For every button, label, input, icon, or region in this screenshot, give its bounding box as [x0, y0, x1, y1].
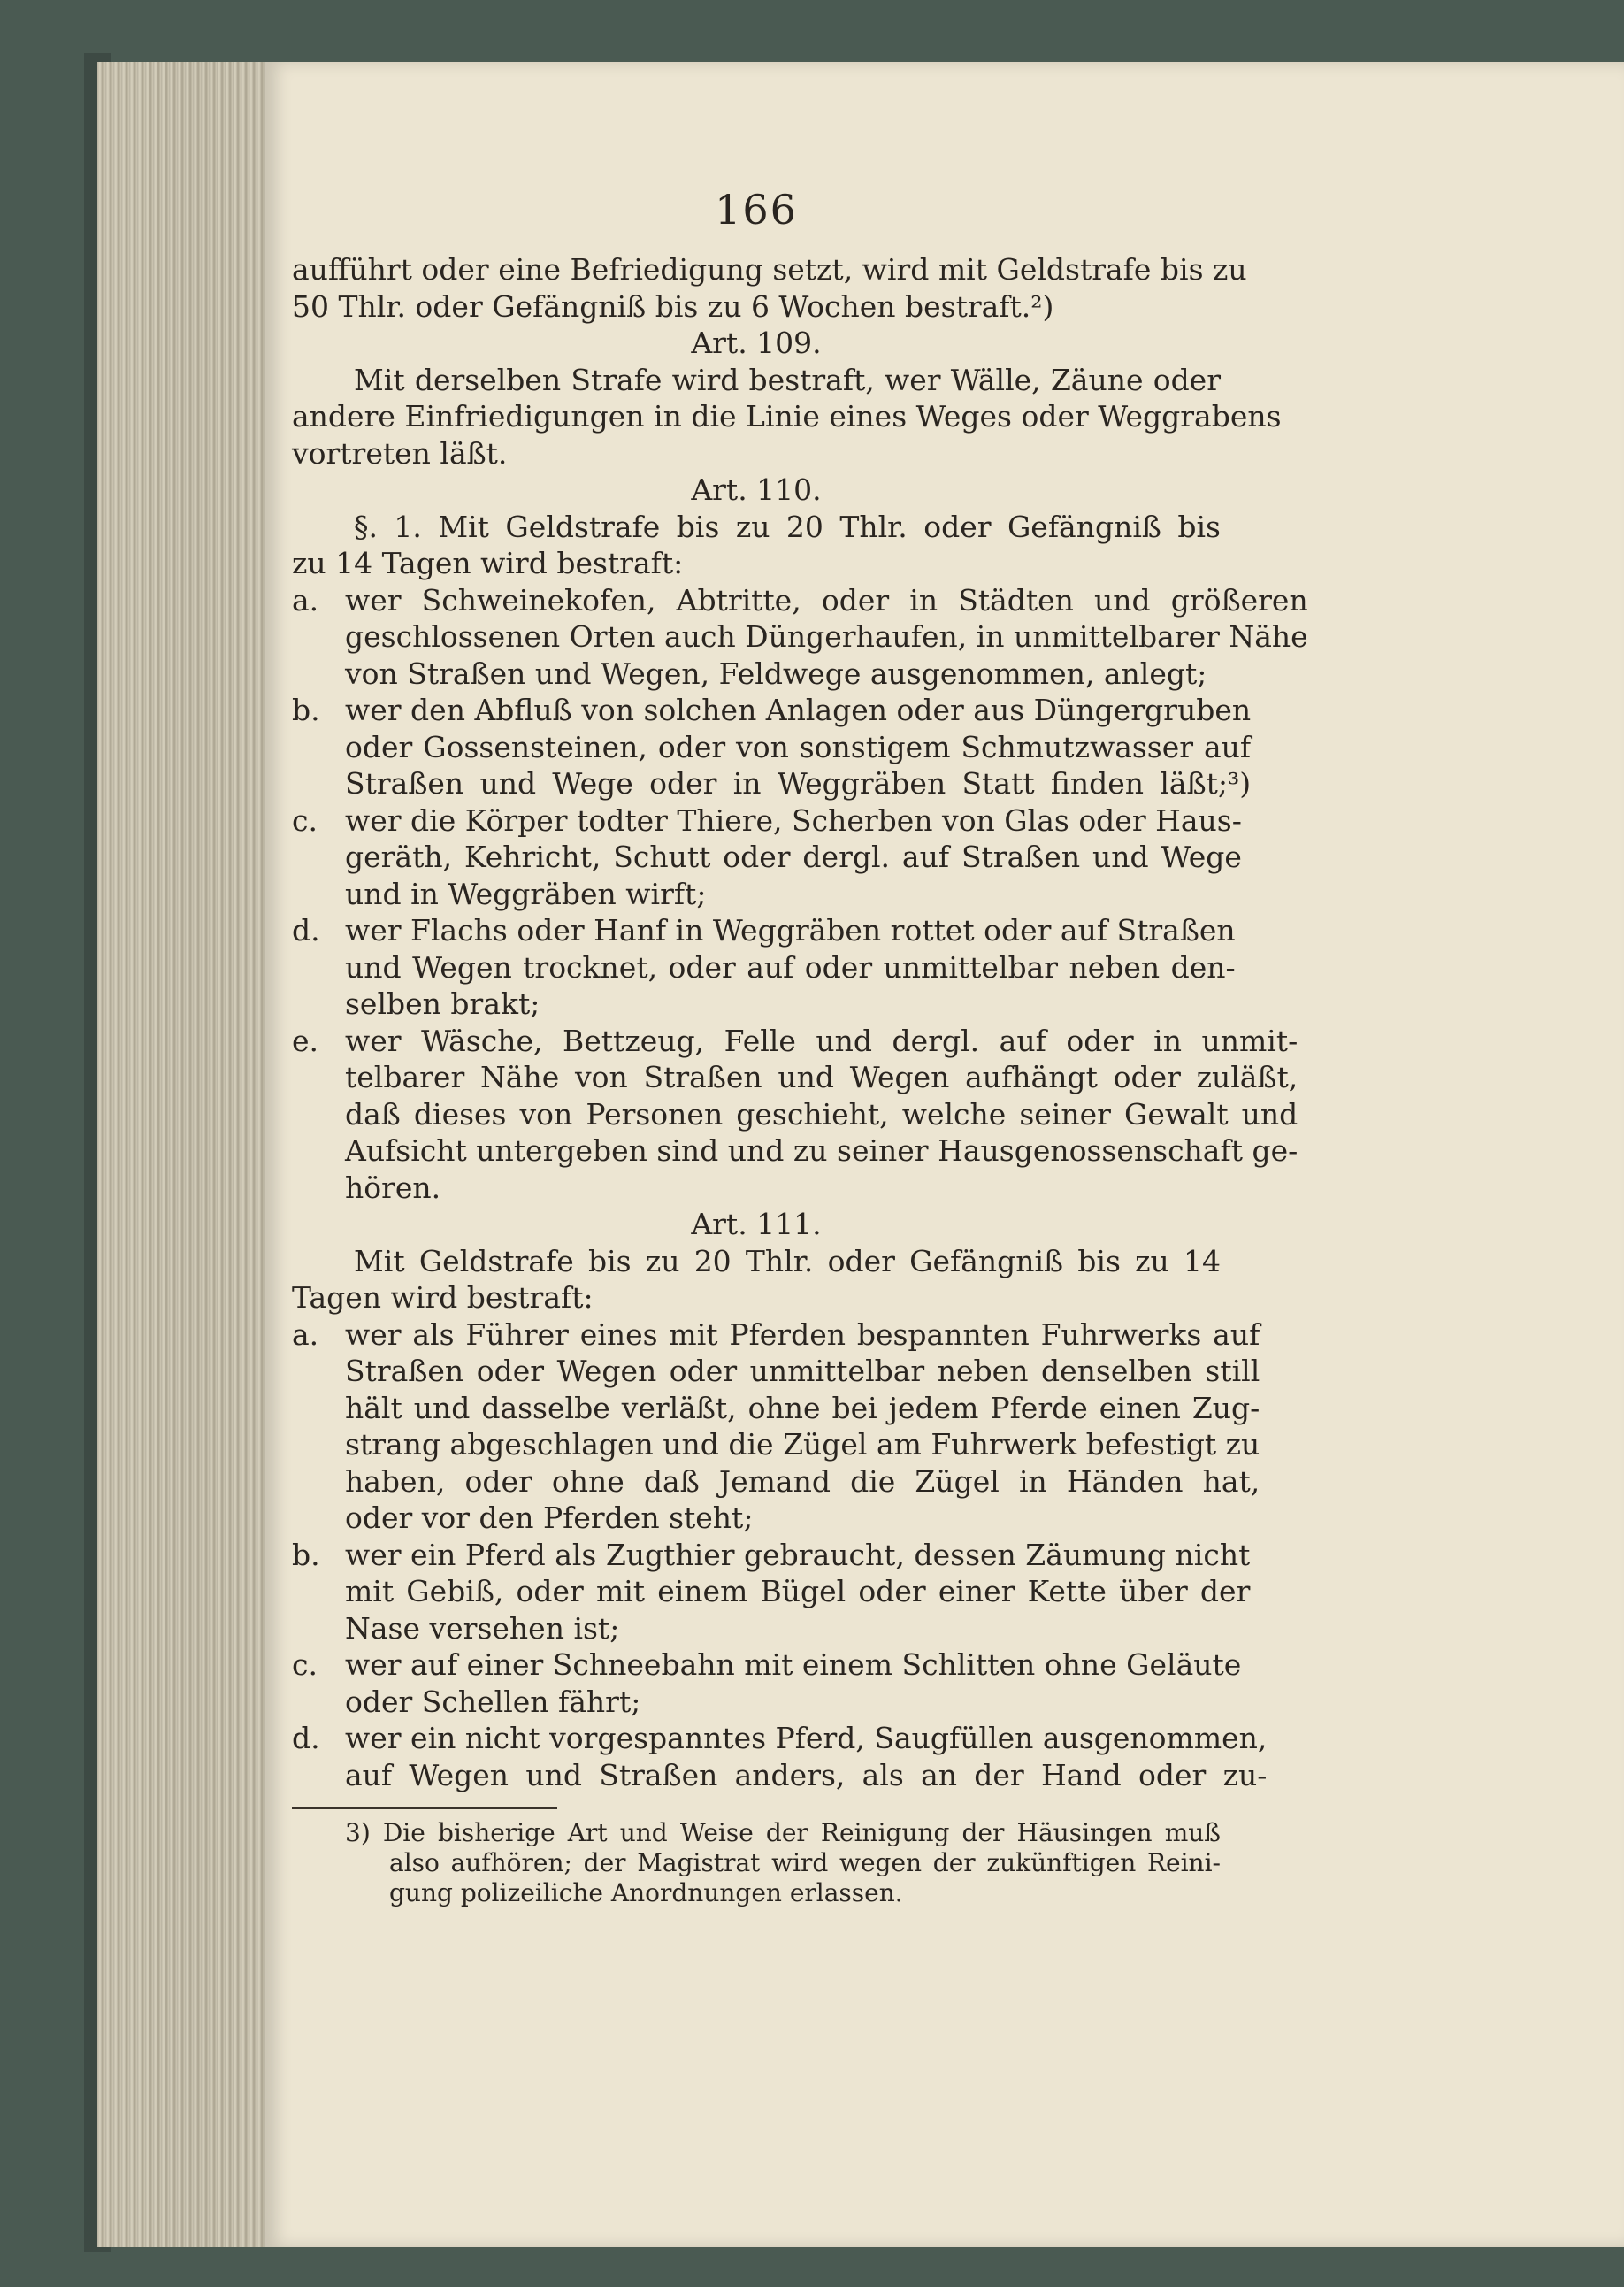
list-item	[292, 1720, 1268, 1793]
item-mark: b.	[292, 693, 320, 727]
article-heading-111: Art. 111.	[691, 1207, 822, 1241]
text-line: wer ein nicht vorgespanntes Pferd, Saugfüllen ausgenommen,	[345, 1721, 1268, 1755]
text-line: Straßen und Wege oder in Weggräben Statt finden läßt;³)	[345, 766, 1252, 801]
text-line: andere Einfriedigungen in die Linie eines Weges oder Weggrabens	[292, 399, 1282, 434]
text-line: wer Wäsche, Bettzeug, Felle und dergl. auf oder in unmit-	[345, 1023, 1298, 1058]
text-line: und in Weggräben wirft;	[345, 876, 707, 911]
item-mark: e.	[292, 1023, 319, 1058]
text-line: haben, oder ohne daß Jemand die Zügel in Händen hat,	[345, 1463, 1260, 1499]
text-line: oder Gossensteinen, oder von sonstigem Schmutzwasser auf	[345, 729, 1252, 764]
item-mark: c.	[292, 1647, 318, 1682]
item-mark: a.	[292, 582, 319, 618]
item-mark: d.	[292, 913, 320, 948]
text-line: von Straßen und Wegen, Feldwege ausgenommen, anlegt;	[345, 656, 1207, 691]
text-line: oder vor den Pferden steht;	[345, 1500, 754, 1535]
item-mark: d.	[292, 1721, 320, 1755]
text-line: oder Schellen fährt;	[345, 1684, 641, 1719]
footnote-divider	[292, 1807, 557, 1809]
book-page-edges	[97, 62, 274, 2247]
text-line: mit Gebiß, oder mit einem Bügel oder einer Kette über der	[345, 1574, 1251, 1608]
text-line: Straßen oder Wegen oder unmittelbar neben denselben still	[345, 1354, 1260, 1388]
list-item	[292, 912, 1236, 1023]
text-line: wer die Körper todter Thiere, Scherben von Glas oder Haus-	[345, 802, 1242, 838]
text-line: geräth, Kehricht, Schutt oder dergl. auf Straßen und Wege	[345, 840, 1242, 874]
text-line: Tagen wird bestraft:	[292, 1280, 594, 1315]
list-item	[292, 1537, 1251, 1647]
text-line: aufführt oder eine Befriedigung setzt, wird mit Geldstrafe bis zu	[292, 252, 1247, 287]
text-line: vortreten läßt.	[292, 435, 508, 471]
text-line: selben brakt;	[345, 986, 540, 1021]
footnote-line: gung polizeiliche Anordnungen erlassen.	[389, 1878, 903, 1907]
text-line: wer Schweinekofen, Abtritte, oder in Städten und größeren	[345, 582, 1308, 618]
list-item	[292, 692, 1252, 802]
text-line: strang abgeschlagen und die Zügel am Fuhrwerk befestigt zu	[345, 1427, 1260, 1462]
text-line: wer den Abfluß von solchen Anlagen oder aus Düngergruben	[345, 693, 1252, 727]
item-mark: c.	[292, 802, 318, 838]
text-line: Nase versehen ist;	[345, 1610, 620, 1646]
text-line: wer ein Pferd als Zugthier gebraucht, dessen Zäumung nicht	[345, 1537, 1251, 1572]
list-item	[292, 1316, 1260, 1537]
text-line: wer als Führer eines mit Pferden bespannten Fuhrwerks auf	[345, 1316, 1260, 1352]
text-line: Mit derselben Strafe wird bestraft, wer Wälle, Zäune oder	[354, 362, 1221, 397]
text-line: und Wegen trocknet, oder auf oder unmittelbar neben den-	[345, 949, 1236, 985]
text-line: wer Flachs oder Hanf in Weggräben rottet oder auf Straßen	[345, 913, 1236, 948]
text-line: telbarer Nähe von Straßen und Wegen aufhängt oder zuläßt,	[345, 1060, 1298, 1094]
text-line: auf Wegen und Straßen anders, als an der Hand oder zu-	[345, 1757, 1268, 1792]
footnote-line: also aufhören; der Magistrat wird wegen der zukünftigen Reini-	[389, 1848, 1221, 1877]
text-line: 50 Thlr. oder Gefängniß bis zu 6 Wochen bestraft.²)	[292, 288, 1054, 324]
footnote-line: 3) Die bisherige Art und Weise der Reinigung der Häusingen muß	[345, 1818, 1221, 1847]
item-mark: b.	[292, 1537, 320, 1572]
page-content	[292, 124, 1308, 1908]
text-line: Aufsicht untergeben sind und zu seiner Hausgenossenschaft ge-	[345, 1133, 1298, 1168]
item-mark: a.	[292, 1316, 319, 1352]
article-heading-109: Art. 109.	[691, 326, 822, 360]
text-line: zu 14 Tagen wird bestraft:	[292, 546, 684, 580]
list-item	[292, 1646, 1242, 1720]
text-line: hält und dasselbe verläßt, ohne bei jedem Pferde einen Zug-	[345, 1390, 1260, 1425]
page-number: 166	[715, 186, 798, 234]
text-line: wer auf einer Schneebahn mit einem Schlitten ohne Geläute	[345, 1647, 1242, 1682]
text-line: geschlossenen Orten auch Düngerhaufen, in unmittelbarer Nähe	[345, 619, 1308, 654]
text-line: Mit Geldstrafe bis zu 20 Thlr. oder Gefängniß bis zu 14	[354, 1243, 1221, 1278]
list-item	[292, 802, 1242, 913]
list-item	[292, 582, 1308, 693]
text-line: daß dieses von Personen geschieht, welche seiner Gewalt und	[345, 1096, 1298, 1132]
list-item	[292, 1023, 1298, 1207]
article-heading-110: Art. 110.	[691, 472, 822, 507]
text-line: §. 1. Mit Geldstrafe bis zu 20 Thlr. oder Gefängniß bis	[354, 509, 1221, 544]
text-line: hören.	[345, 1170, 441, 1205]
